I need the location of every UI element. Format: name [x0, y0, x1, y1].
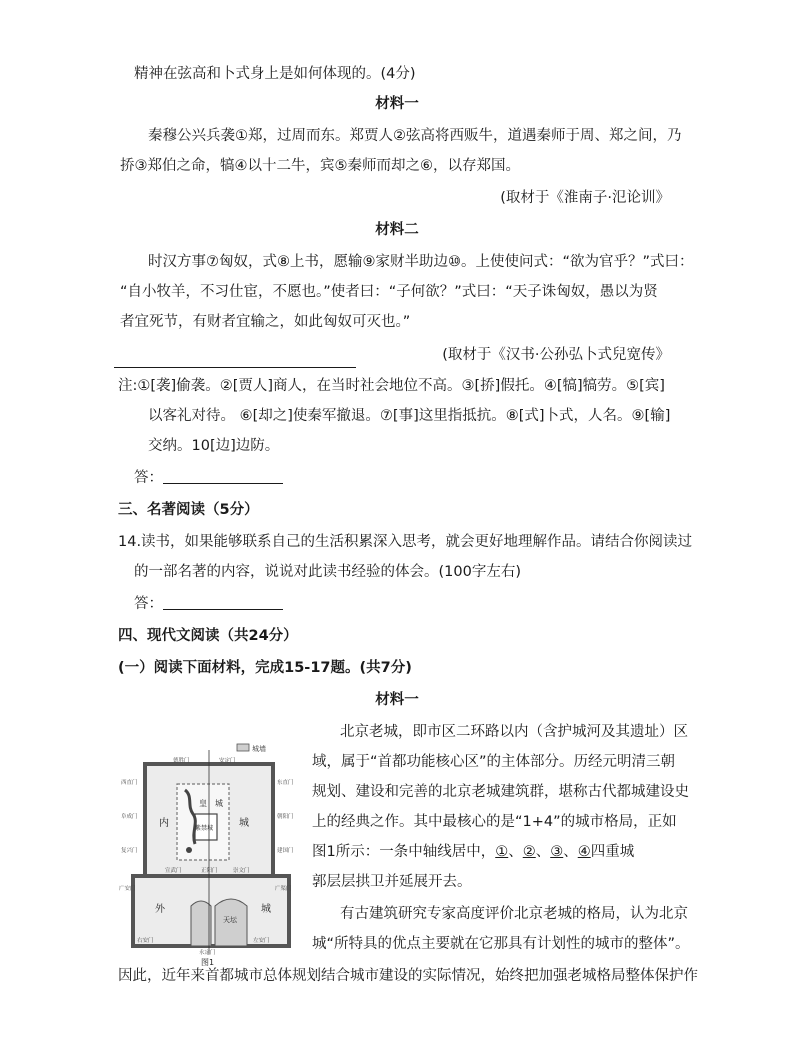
outer-city-label: 外: [155, 904, 165, 915]
material2-paragraph: “自小牧羊，不习仕宦，不愿也。”使者曰：“子何欲？”式曰：“天子诛匈奴，愚以为贤: [120, 284, 658, 300]
notes-separator: [114, 367, 356, 368]
fill-blank-1[interactable]: ①: [495, 844, 509, 860]
reading-paragraph: 城“所特具的优点主要就在它那具有计划性的城市的整体”。: [312, 936, 690, 952]
fill-blank-3[interactable]: ③: [550, 844, 564, 860]
reading-paragraph: 上的经典之作。其中最核心的是“1+4”的城市格局，正如: [312, 814, 677, 830]
temple-shape: [191, 901, 211, 946]
gate-label: 广渠门: [275, 886, 292, 892]
gate-label: 东直门: [277, 780, 294, 786]
imperial-city-label: 城: [215, 799, 223, 808]
gate-label: 永定门: [199, 950, 216, 956]
notes-line: 注:①[袭]偷袭。②[贾人]商人，在当时社会地位不高。③[挢]假托。④[犒]犒劳。⑤[宾]: [118, 378, 665, 394]
question-14-continued: 的一部名著的内容，说说对此读书经验的体会。(100字左右): [134, 564, 521, 580]
fill-blank-4[interactable]: ④: [577, 844, 591, 860]
notes-line: 以客礼对待。 ⑥[却之]使秦军撤退。⑦[事]这里指抵抗。⑧[式]卜式，人名。⑨[输]: [148, 408, 671, 424]
material2-paragraph: 时汉方事⑦匈奴，式⑧上书，愿输⑨家财半助边⑩。上使使问式：“欲为官乎？”式曰：: [148, 254, 694, 270]
gate-label: 建国门: [277, 848, 294, 854]
lake-shape: [186, 847, 192, 853]
reading-paragraph: 域，属于“首都功能核心区”的主体部分。历经元明清三朝: [312, 754, 676, 770]
gate-label: 右安门: [137, 938, 154, 944]
reading-paragraph-blanks: 图1所示：一条中轴线居中，①、②、③、④四重城: [312, 844, 635, 860]
section4-subheading: (一）阅读下面材料，完成15-17题。(共7分): [118, 660, 412, 676]
material2-heading: 材料二: [375, 222, 419, 238]
material1-source: (取材于《淮南子·氾论训》: [500, 190, 670, 206]
answer-line[interactable]: [134, 594, 283, 614]
fill-blank-2[interactable]: ②: [522, 844, 536, 860]
reading-paragraph: 因此，近年来首都城市总体规划结合城市建设的实际情况，始终把加强老城格局整体保护作: [118, 968, 698, 984]
temple-label: 天坛: [223, 916, 237, 924]
legend-swatch: [237, 744, 249, 751]
answer-blank[interactable]: [163, 469, 283, 484]
gate-label: 德胜门: [173, 758, 190, 764]
reading-paragraph: 规划、建设和完善的北京老城建筑群，堪称古代都城建设史: [312, 784, 689, 800]
gate-label: 宣武门: [165, 868, 182, 874]
section4-heading: 四、现代文阅读（共24分）: [118, 628, 298, 644]
gate-label: 崇文门: [233, 868, 250, 874]
gate-label: 安定门: [219, 758, 236, 764]
material1-heading: 材料一: [375, 96, 419, 112]
answer-blank[interactable]: [163, 595, 283, 610]
section3-heading: 三、名著阅读（5分）: [118, 502, 259, 518]
material2-source: (取材于《汉书·公孙弘卜式兒宽传》: [442, 347, 670, 363]
gate-label: 广安门: [119, 886, 136, 892]
forbidden-city-label: 紫禁城: [195, 825, 214, 832]
gate-label: 正阳门: [201, 868, 218, 874]
answer-label: 答：: [134, 596, 163, 612]
reading-paragraph: 北京老城，即市区二环路以内（含护城河及其遗址）区: [340, 724, 688, 740]
section4-material-heading: 材料一: [375, 692, 419, 708]
beijing-old-city-map: [115, 740, 301, 968]
legend-label: 城墙: [252, 745, 266, 753]
answer-label: 答：: [134, 470, 163, 486]
material1-paragraph: 秦穆公兴兵袭①郑，过周而东。郑贾人②弦高将西贩牛，道遇秦师于周、郑之间，乃: [148, 128, 682, 144]
notes-line: 交纳。10[边]边防。: [148, 438, 280, 454]
material1-paragraph: 挢③郑伯之命，犒④以十二牛，宾⑤秦师而却之⑥，以存郑国。: [120, 158, 520, 174]
answer-line[interactable]: [134, 468, 283, 488]
inner-city-label: 城: [239, 818, 249, 829]
reading-paragraph: 郭层层拱卫并延展开去。: [312, 874, 472, 890]
outer-city-label: 城: [261, 904, 271, 915]
gate-label: 阜成门: [121, 814, 138, 820]
gate-label: 朝阳门: [277, 814, 294, 820]
imperial-city-label: 皇: [199, 799, 207, 808]
inner-city-label: 内: [159, 818, 169, 829]
gate-label: 复兴门: [121, 848, 138, 854]
reading-paragraph: 有古建筑研究专家高度评价北京老城的格局，认为北京: [340, 906, 688, 922]
question-14: 14.读书，如果能够联系自己的生活积累深入思考，就会更好地理解作品。请结合你阅读过: [118, 534, 693, 550]
figure-caption: 图1: [201, 958, 215, 967]
material2-paragraph: 者宜死节，有财者宜输之，如此匈奴可灭也。”: [120, 314, 411, 330]
gate-label: 左安门: [253, 938, 270, 944]
gate-label: 西直门: [121, 780, 138, 786]
question-tail: 精神在弦高和卜式身上是如何体现的。(4分): [134, 66, 416, 82]
